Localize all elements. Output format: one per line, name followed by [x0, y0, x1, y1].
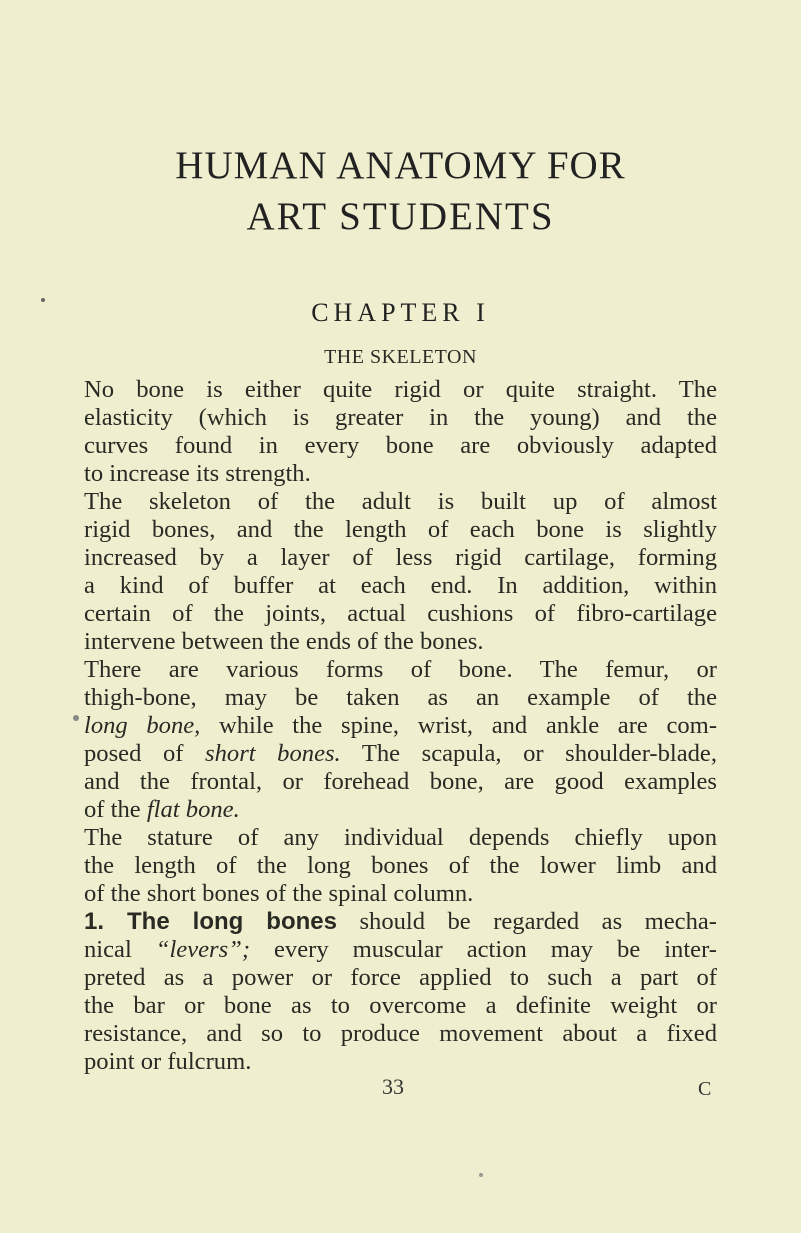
text-run: should be regarded as mecha-	[336, 908, 718, 935]
text-line-10: intervene between the ends of the bones.	[84, 628, 484, 655]
text-line-6: rigid bones, and the length of each bone is slightly	[84, 516, 717, 543]
text-run: The scapula, or shoulder-blade,	[340, 740, 717, 767]
text-run: nical	[84, 936, 156, 963]
text-line-11: There are various forms of bone. The femur, or	[84, 656, 717, 683]
text-line-20	[84, 908, 717, 936]
italic-term: long bone,	[84, 712, 201, 739]
text-line-5: The skeleton of the adult is built up of almost	[84, 488, 717, 515]
section-heading: THE SKELETON	[324, 346, 477, 368]
chapter-heading: CHAPTER I	[311, 298, 490, 327]
text-line-8: a kind of buffer at each end. In addition, within	[84, 572, 717, 599]
text-line-23: the bar or bone as to overcome a definite weight or	[84, 992, 717, 1019]
text-line-14	[84, 740, 717, 768]
italic-term: short bones.	[205, 740, 341, 767]
bold-heading-run: 1. The long bones	[84, 908, 337, 935]
text-line-22: preted as a power or force applied to such a part of	[84, 964, 717, 991]
text-line-17: The stature of any individual depends chiefly upon	[84, 824, 717, 851]
text-line-18: the length of the long bones of the lower limb and	[84, 852, 717, 879]
text-line-25: point or fulcrum.	[84, 1048, 252, 1075]
text-line-7: increased by a layer of less rigid cartilage, forming	[84, 544, 717, 571]
text-line-4: to increase its strength.	[84, 460, 311, 487]
text-line-3: curves found in every bone are obviously adapted	[84, 432, 717, 459]
page-number: 33	[382, 1074, 404, 1099]
paper-speck	[41, 298, 45, 302]
text-line-21	[84, 936, 717, 964]
text-line-24: resistance, and so to produce movement about a fixed	[84, 1020, 717, 1047]
text-line-13	[84, 712, 717, 740]
book-title-line-1: HUMAN ANATOMY FOR	[175, 144, 626, 187]
text-line-16	[84, 796, 717, 824]
text-run: posed of	[84, 740, 206, 767]
text-line-9: certain of the joints, actual cushions of fibro-cartilage	[84, 600, 717, 627]
signature-mark: C	[698, 1078, 712, 1100]
italic-term: flat bone.	[146, 796, 240, 823]
text-line-2: elasticity (which is greater in the young) and the	[84, 404, 717, 431]
italic-term: “levers”;	[155, 936, 251, 963]
book-title-line-2: ART STUDENTS	[246, 195, 555, 238]
paper-speck	[479, 1173, 483, 1177]
text-line-12: thigh-bone, may be taken as an example of the	[84, 684, 717, 711]
text-run: every muscular action may be inter-	[250, 936, 717, 963]
text-line-15: and the frontal, or forehead bone, are good examples	[84, 768, 717, 795]
text-line-1: No bone is either quite rigid or quite straight. The	[84, 376, 717, 403]
text-run: of the	[84, 796, 147, 823]
text-line-19: of the short bones of the spinal column.	[84, 880, 474, 907]
paper-speck	[73, 715, 79, 721]
text-run: while the spine, wrist, and ankle are com-	[200, 712, 718, 739]
